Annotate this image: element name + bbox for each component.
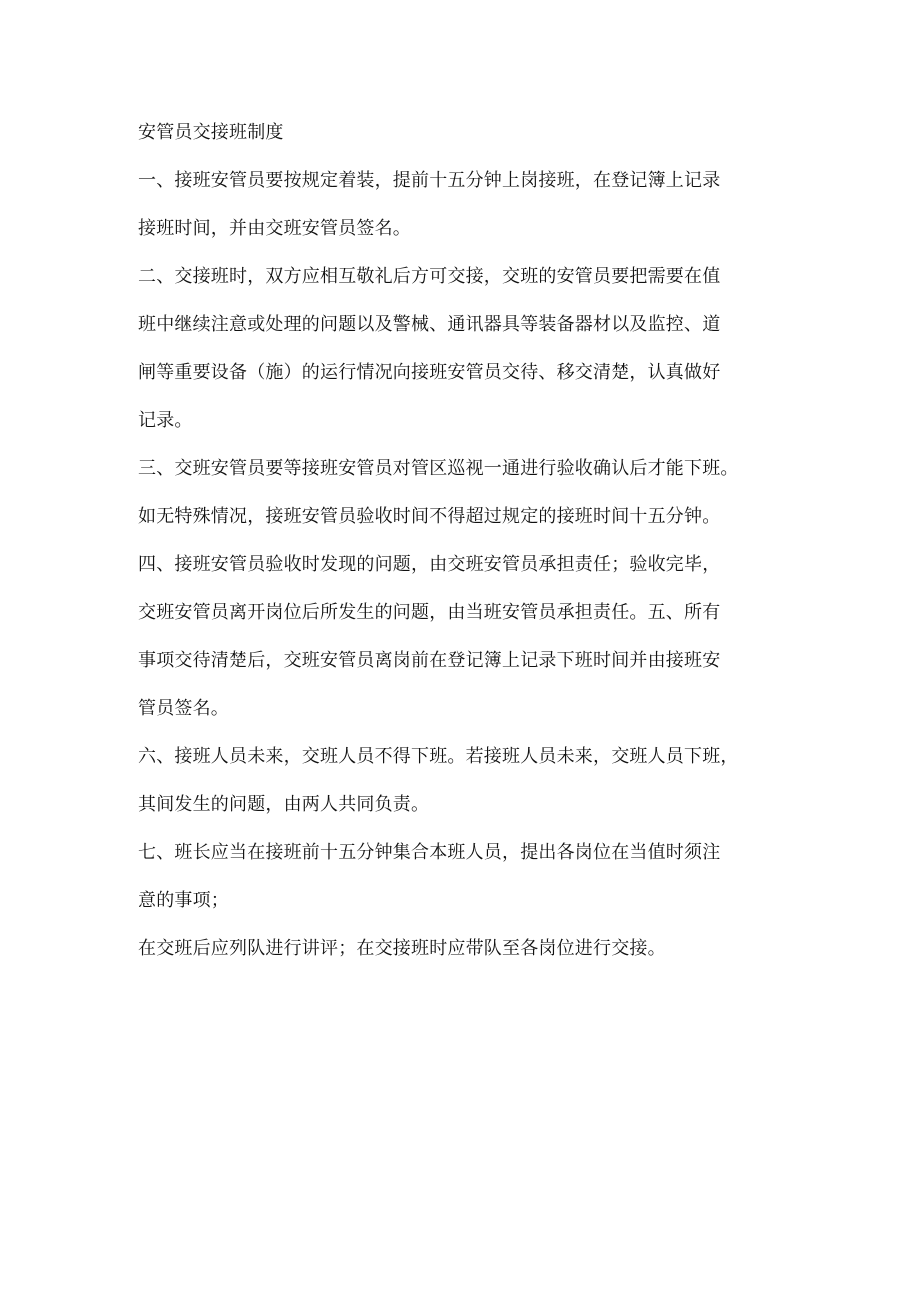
document-title: 安管员交接班制度 bbox=[138, 122, 284, 143]
text-line: 其间发生的问题，由两人共同负责。 bbox=[138, 794, 430, 815]
text-line: 七、班长应当在接班前十五分钟集合本班人员，提出各岗位在当值时须注 bbox=[138, 842, 721, 863]
text-line: 班中继续注意或处理的问题以及警械、通讯器具等装备器材以及监控、道 bbox=[138, 314, 721, 335]
text-line: 管员签名。 bbox=[138, 698, 229, 719]
text-line: 意的事项； bbox=[138, 890, 229, 911]
text-line: 三、交班安管员要等接班安管员对管区巡视一通进行验收确认后才能下班。 bbox=[138, 458, 739, 479]
text-line: 接班时间，并由交班安管员签名。 bbox=[138, 218, 411, 239]
text-line: 二、交接班时，双方应相互敬礼后方可交接，交班的安管员要把需要在值 bbox=[138, 266, 721, 287]
text-line: 交班安管员离开岗位后所发生的问题，由当班安管员承担责任。五、所有 bbox=[138, 602, 721, 623]
text-line: 一、接班安管员要按规定着装，提前十五分钟上岗接班，在登记簿上记录 bbox=[138, 170, 721, 191]
text-line: 闸等重要设备（施）的运行情况向接班安管员交待、移交清楚，认真做好 bbox=[138, 362, 721, 383]
text-line: 记录。 bbox=[138, 410, 193, 431]
text-line: 四、接班安管员验收时发现的问题，由交班安管员承担责任；验收完毕， bbox=[138, 554, 721, 575]
text-line: 六、接班人员未来，交班人员不得下班。若接班人员未来，交班人员下班， bbox=[138, 746, 739, 767]
text-line: 如无特殊情况，接班安管员验收时间不得超过规定的接班时间十五分钟。 bbox=[138, 506, 721, 527]
text-line: 在交班后应列队进行讲评；在交接班时应带队至各岗位进行交接。 bbox=[138, 938, 666, 959]
text-line: 事项交待清楚后，交班安管员离岗前在登记簿上记录下班时间并由接班安 bbox=[138, 650, 721, 671]
